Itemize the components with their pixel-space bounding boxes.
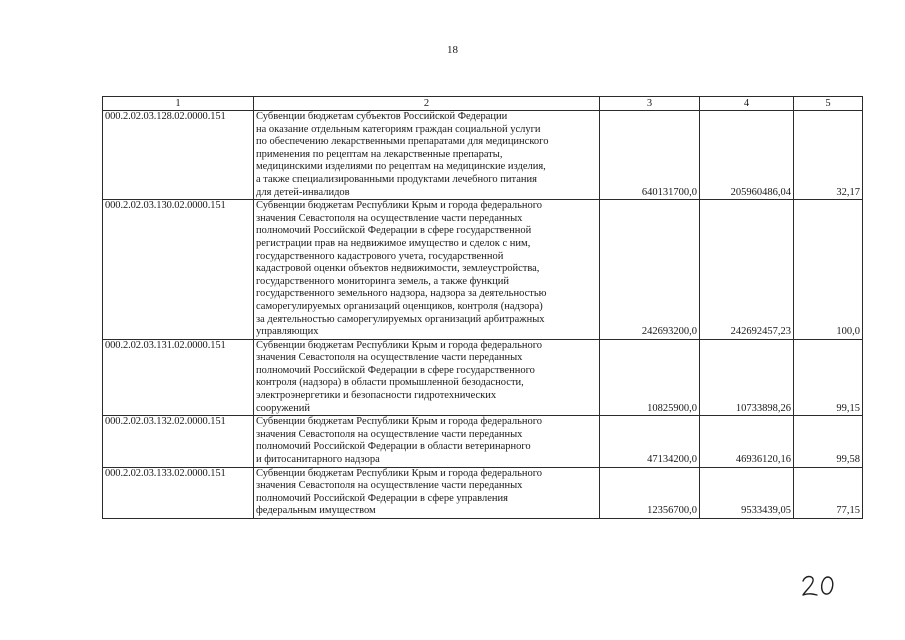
header-col-4: 4 — [700, 97, 794, 111]
execution-percent: 99,15 — [794, 339, 863, 416]
header-col-2: 2 — [254, 97, 600, 111]
budget-code: 000.2.02.03.131.02.0000.151 — [103, 339, 254, 416]
table-row — [103, 416, 863, 467]
budget-code: 000.2.02.03.130.02.0000.151 — [103, 200, 254, 340]
plan-amount: 12356700,0 — [600, 467, 700, 518]
budget-code: 000.2.02.03.132.02.0000.151 — [103, 416, 254, 467]
plan-amount: 47134200,0 — [600, 416, 700, 467]
row-description: Субвенции бюджетам Республики Крым и города федерального значения Севастополя на осуществление части переданных полномочий Российской Федерации в сфере государственной регистрации прав на недвижимое имущество и сделок с ним, государственного кадастрового учета, государственной кадастровой оценки объектов недвижимости, землеустройства, государственного мониторинга земель, а также функций государственного земельного надзора, надзора за деятельностью саморегулируемых организаций оценщиков, контроля (надзора) за деятельностью саморегулируемых организаций арбитражных управляющих — [254, 200, 600, 340]
actual-amount: 46936120,16 — [700, 416, 794, 467]
actual-amount: 205960486,04 — [700, 111, 794, 200]
row-description: Субвенции бюджетам Республики Крым и города федерального значения Севастополя на осуществление части переданных полномочий Российской Федерации в сфере государственного контроля (надзора) в области промышленной безодасности, электроэнергетики и безопасности гидротехнических сооружений — [254, 339, 600, 416]
header-col-5: 5 — [794, 97, 863, 111]
table-row — [103, 200, 863, 340]
execution-percent: 77,15 — [794, 467, 863, 518]
header-col-1: 1 — [103, 97, 254, 111]
execution-percent: 32,17 — [794, 111, 863, 200]
page-number: 18 — [447, 44, 458, 56]
plan-amount: 10825900,0 — [600, 339, 700, 416]
handwritten-page-number — [800, 572, 840, 598]
budget-code: 000.2.02.03.133.02.0000.151 — [103, 467, 254, 518]
actual-amount: 242692457,23 — [700, 200, 794, 340]
table-row — [103, 111, 863, 200]
report-table — [102, 96, 863, 519]
row-description: Субвенции бюджетам субъектов Российской Федерации на оказание отдельным категориям граждан социальной услуги по обеспечению лекарственными препаратами для медицинского применения по рецептам на лекарственные препараты, медицинскими изделиями по рецептам на медицинские изделия, а также специализированными продуктами лечебного питания для детей-инвалидов — [254, 111, 600, 200]
actual-amount: 9533439,05 — [700, 467, 794, 518]
header-col-3: 3 — [600, 97, 700, 111]
budget-code: 000.2.02.03.128.02.0000.151 — [103, 111, 254, 200]
plan-amount: 640131700,0 — [600, 111, 700, 200]
execution-percent: 99,58 — [794, 416, 863, 467]
table-row — [103, 339, 863, 416]
execution-percent: 100,0 — [794, 200, 863, 340]
actual-amount: 10733898,26 — [700, 339, 794, 416]
table-row — [103, 467, 863, 518]
row-description: Субвенции бюджетам Республики Крым и города федерального значения Севастополя на осуществление части переданных полномочий Российской Федерации в области ветеринарного и фитосанитарного надзора — [254, 416, 600, 467]
plan-amount: 242693200,0 — [600, 200, 700, 340]
row-description: Субвенции бюджетам Республики Крым и города федерального значения Севастополя на осуществление части переданных полномочий Российской Федерации в сфере управления федеральным имуществом — [254, 467, 600, 518]
table-header-row — [103, 97, 863, 111]
